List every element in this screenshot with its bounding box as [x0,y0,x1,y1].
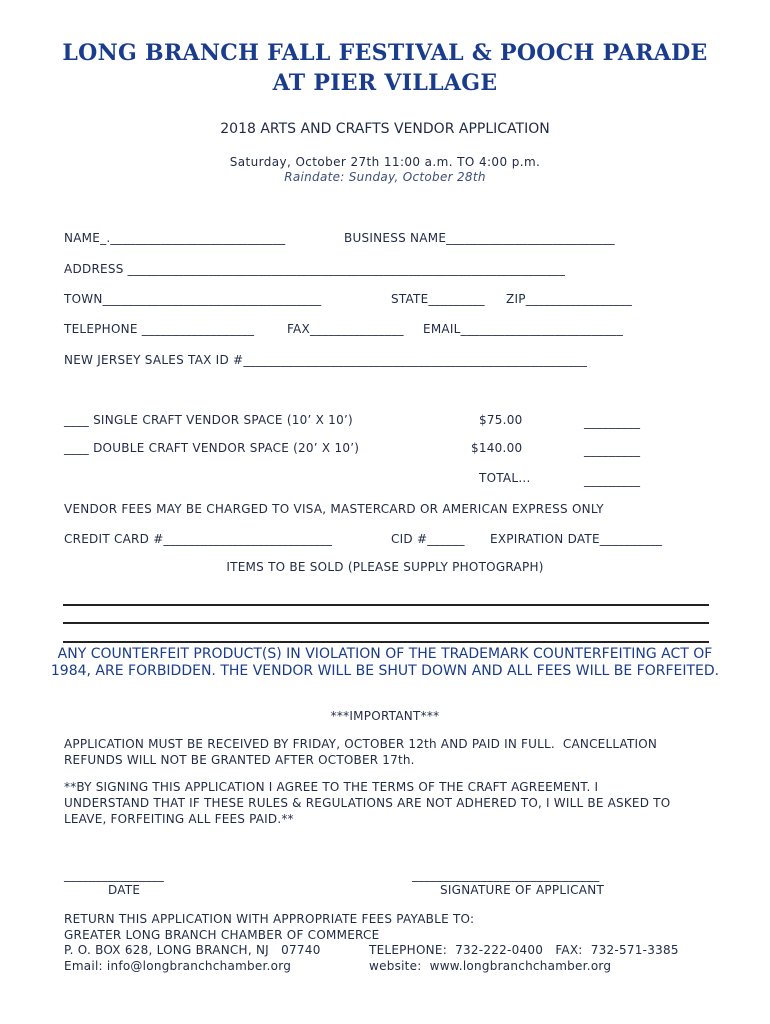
chamber-phone-fax: TELEPHONE: 732-222-0400 FAX: 732-571-3385 [369,943,679,957]
sales-tax-id-field[interactable]: NEW JERSEY SALES TAX ID #_______________________________________________________ [64,353,588,367]
email-field[interactable]: EMAIL__________________________ [423,322,624,336]
chamber-website[interactable]: website: www.longbranchchamber.org [369,959,612,973]
cid-field[interactable]: CID #______ [391,532,465,546]
counterfeit-notice-line2: 1984, ARE FORBIDDEN. THE VENDOR WILL BE SHUT DOWN AND ALL FEES WILL BE FORFEITED. [50,663,720,679]
applicant-signature-line[interactable]: ______________________________ [412,868,600,882]
total-label: TOTAL... [479,471,531,485]
important-heading: ***IMPORTANT*** [330,709,440,723]
single-space-option[interactable]: ____ SINGLE CRAFT VENDOR SPACE (10’ X 10’) [64,413,353,427]
page-title-line1: LONG BRANCH FALL FESTIVAL & POOCH PARADE [62,40,708,66]
address-field[interactable]: ADDRESS ______________________________________________________________________ [64,262,566,276]
deadline-text-line2: REFUNDS WILL NOT BE GRANTED AFTER OCTOBER 17th. [64,753,415,767]
double-space-option[interactable]: ____ DOUBLE CRAFT VENDOR SPACE (20’ X 10’) [64,441,360,455]
date-signature-line[interactable]: ________________ [64,868,164,882]
items-line-3[interactable] [63,641,709,643]
chamber-name: GREATER LONG BRANCH CHAMBER OF COMMERCE [64,928,380,942]
items-line-2[interactable] [63,622,709,624]
name-field[interactable]: NAME_.____________________________ [64,231,286,245]
fax-field[interactable]: FAX_______________ [287,322,404,336]
date-label: DATE [108,883,141,897]
agreement-text-line3: LEAVE, FORFEITING ALL FEES PAID.** [64,812,294,826]
page-title-line2: AT PIER VILLAGE [272,70,498,96]
agreement-text-line2: UNDERSTAND THAT IF THESE RULES & REGULATIONS ARE NOT ADHERED TO, I WILL BE ASKED TO [64,796,671,810]
double-space-price: $140.00 [471,441,523,455]
credit-card-field[interactable]: CREDIT CARD #___________________________ [64,532,333,546]
items-line-1[interactable] [63,604,709,606]
business-name-field[interactable]: BUSINESS NAME___________________________ [344,231,615,245]
single-space-amount[interactable]: _________ [584,415,641,429]
application-subtitle: 2018 ARTS AND CRAFTS VENDOR APPLICATION [220,121,550,137]
items-to-be-sold-label: ITEMS TO BE SOLD (PLEASE SUPPLY PHOTOGRAPH) [226,560,544,574]
event-date: Saturday, October 27th 11:00 a.m. TO 4:00 p.m. [229,155,541,169]
deadline-text-line1: APPLICATION MUST BE RECEIVED BY FRIDAY, OCTOBER 12th AND PAID IN FULL. CANCELLATION [64,737,658,751]
total-amount[interactable]: _________ [584,473,641,487]
counterfeit-notice-line1: ANY COUNTERFEIT PRODUCT(S) IN VIOLATION OF THE TRADEMARK COUNTERFEITING ACT OF [57,646,713,662]
expiration-date-field[interactable]: EXPIRATION DATE__________ [490,532,663,546]
agreement-text-line1: **BY SIGNING THIS APPLICATION I AGREE TO THE TERMS OF THE CRAFT AGREEMENT. I [64,780,599,794]
payment-note: VENDOR FEES MAY BE CHARGED TO VISA, MASTERCARD OR AMERICAN EXPRESS ONLY [64,502,604,516]
town-field[interactable]: TOWN___________________________________ [64,292,322,306]
chamber-email[interactable]: Email: info@longbranchchamber.org [64,959,292,973]
raindate: Raindate: Sunday, October 28th [284,170,486,184]
single-space-price: $75.00 [479,413,523,427]
return-instructions: RETURN THIS APPLICATION WITH APPROPRIATE FEES PAYABLE TO: [64,912,475,926]
signature-label: SIGNATURE OF APPLICANT [440,883,605,897]
state-field[interactable]: STATE_________ [391,292,485,306]
zip-field[interactable]: ZIP_________________ [506,292,632,306]
telephone-field[interactable]: TELEPHONE __________________ [64,322,255,336]
chamber-address: P. O. BOX 628, LONG BRANCH, NJ 07740 [64,943,321,957]
double-space-amount[interactable]: _________ [584,443,641,457]
